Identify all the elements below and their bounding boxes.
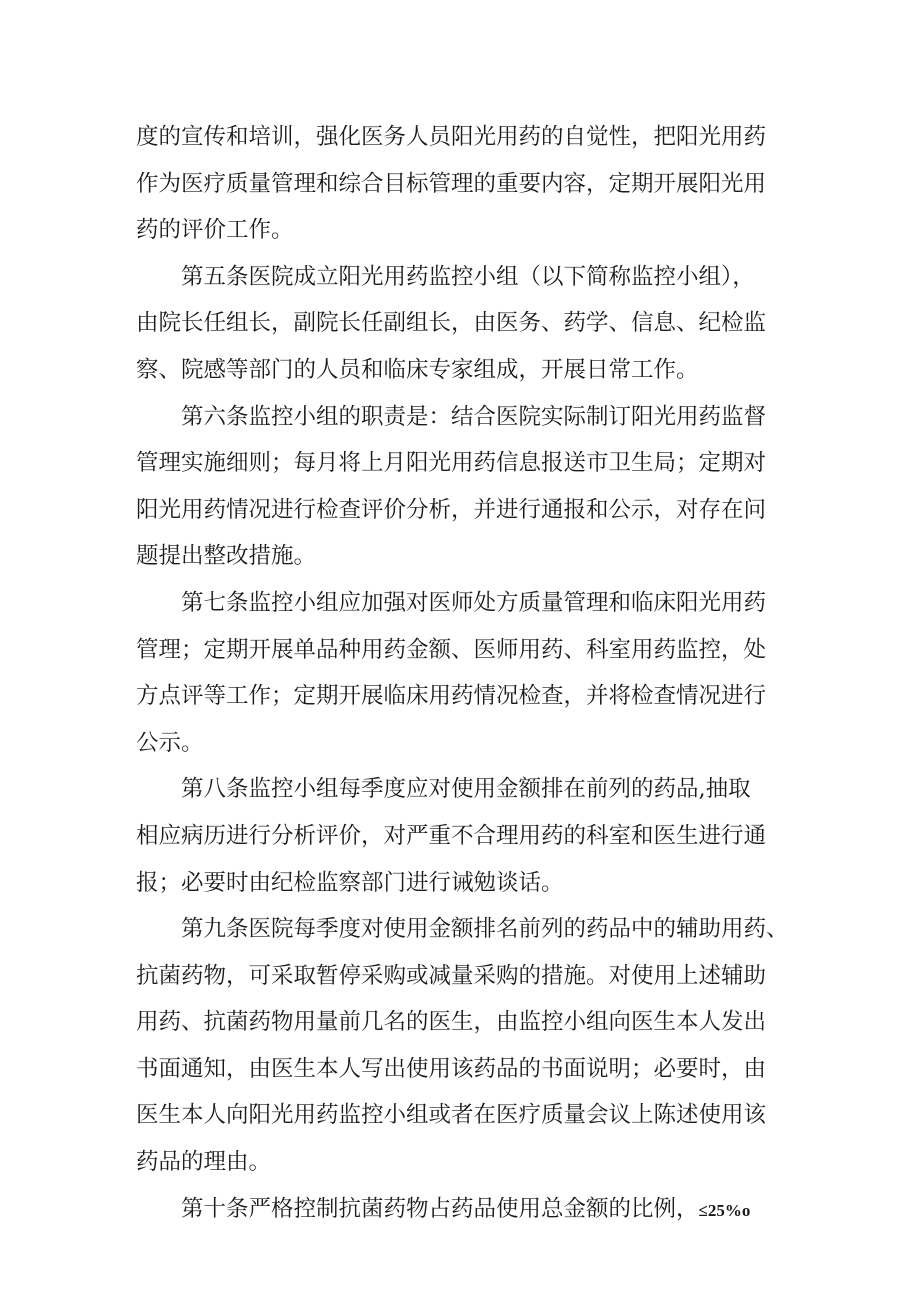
paragraph-intro-continued-line: 药的评价工作。 <box>136 217 294 244</box>
paragraph-article-6-line: 管理实施细则；每月将上月阳光用药信息报送市卫生局；定期对 <box>136 450 767 477</box>
paragraph-article-5-line: 察、院感等部门的人员和临床专家组成，开展日常工作。 <box>136 356 699 383</box>
paragraph-article-7-line: 管理；定期开展单品种用药金额、医师用药、科室用药监控，处 <box>136 636 767 663</box>
article-10-ratio: ≤25%o <box>698 1200 751 1220</box>
article-10-line <box>136 1186 796 1233</box>
paragraph-article-6-line: 第六条监控小组的职责是：结合医院实际制订阳光用药监督 <box>181 403 767 430</box>
paragraph-article-6-line: 阳光用药情况进行检查评价分析，并进行通报和公示，对存在问 <box>136 496 767 523</box>
paragraph-article-9-line: 医生本人向阳光用药监控小组或者在医疗质量会议上陈述使用该 <box>136 1102 767 1129</box>
paragraph-article-9-line: 书面通知，由医生本人写出使用该药品的书面说明；必要时，由 <box>136 1055 767 1082</box>
paragraph-article-9-line: 用药、抗菌药物用量前几名的医生，由监控小组向医生本人发出 <box>136 1009 767 1036</box>
paragraph-article-5-line: 由院长任组长，副院长任副组长，由医务、药学、信息、纪检监 <box>136 310 767 337</box>
paragraph-article-6-line: 题提出整改措施。 <box>136 543 317 570</box>
paragraph-article-7-line: 第七条监控小组应加强对医师处方质量管理和临床阳光用药 <box>181 589 767 616</box>
paragraph-intro-continued-line: 度的宣传和培训，强化医务人员阳光用药的自觉性，把阳光用药 <box>136 124 767 150</box>
paragraph-intro-continued-line: 作为医疗质量管理和综合目标管理的重要内容，定期开展阳光用 <box>136 170 767 197</box>
paragraph-article-9-line: 第九条医院每季度对使用金额排名前列的药品中的辅助用药、 <box>181 916 789 943</box>
paragraph-article-9-line: 抗菌药物，可采取暂停采购或减量采购的措施。对使用上述辅助 <box>136 962 767 989</box>
paragraph-article-9-line: 药品的理由。 <box>136 1149 272 1176</box>
article-10-text: 第十条严格控制抗菌药物占药品使用总金额的比例， <box>181 1195 699 1222</box>
paragraph-article-8-line: 第八条监控小组每季度应对使用金额排在前列的药品,抽取 <box>181 776 751 803</box>
paragraph-article-8-line: 相应病历进行分析评价，对严重不合理用药的科室和医生进行通 <box>136 822 767 849</box>
document-body <box>136 114 796 1232</box>
paragraph-article-7-line: 方点评等工作；定期开展临床用药情况检查，并将检查情况进行 <box>136 683 767 710</box>
paragraph-article-8-line: 报；必要时由纪检监察部门进行诫勉谈话。 <box>136 869 564 896</box>
paragraph-article-7-line: 公示。 <box>136 729 204 756</box>
paragraph-article-5-line: 第五条医院成立阳光用药监控小组（以下简称监控小组）， <box>181 263 755 290</box>
